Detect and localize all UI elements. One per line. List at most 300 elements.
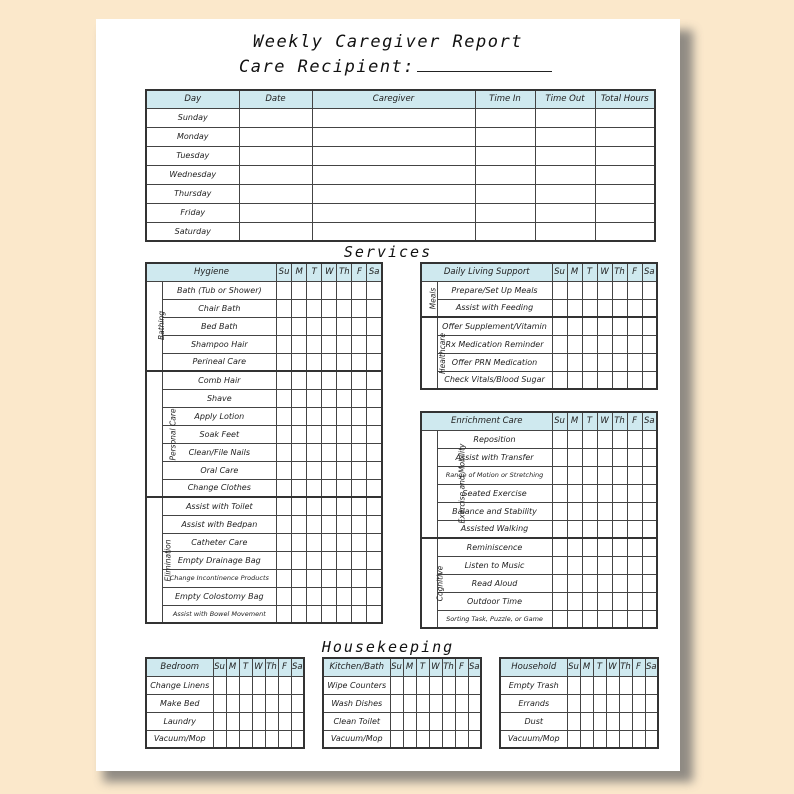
check-cell[interactable]: [307, 605, 322, 623]
check-cell[interactable]: [442, 730, 455, 748]
check-cell[interactable]: [322, 497, 337, 515]
check-cell[interactable]: [277, 443, 292, 461]
check-cell[interactable]: [612, 520, 627, 538]
check-cell[interactable]: [292, 533, 307, 551]
check-cell[interactable]: [277, 479, 292, 497]
check-cell[interactable]: [567, 335, 582, 353]
check-cell[interactable]: [582, 502, 597, 520]
check-cell[interactable]: [307, 515, 322, 533]
check-cell[interactable]: [642, 484, 657, 502]
check-cell[interactable]: [627, 502, 642, 520]
schedule-entry-cell[interactable]: [312, 127, 475, 146]
check-cell[interactable]: [582, 353, 597, 371]
check-cell[interactable]: [352, 551, 367, 569]
schedule-entry-cell[interactable]: [595, 203, 655, 222]
check-cell[interactable]: [337, 605, 352, 623]
check-cell[interactable]: [367, 317, 382, 335]
check-cell[interactable]: [567, 281, 582, 299]
check-cell[interactable]: [352, 533, 367, 551]
check-cell[interactable]: [468, 694, 481, 712]
check-cell[interactable]: [252, 712, 265, 730]
check-cell[interactable]: [226, 712, 239, 730]
check-cell[interactable]: [352, 389, 367, 407]
check-cell[interactable]: [582, 592, 597, 610]
check-cell[interactable]: [612, 556, 627, 574]
check-cell[interactable]: [597, 538, 612, 556]
check-cell[interactable]: [292, 551, 307, 569]
check-cell[interactable]: [337, 461, 352, 479]
schedule-entry-cell[interactable]: [535, 127, 595, 146]
schedule-entry-cell[interactable]: [475, 203, 535, 222]
check-cell[interactable]: [612, 299, 627, 317]
check-cell[interactable]: [322, 587, 337, 605]
schedule-entry-cell[interactable]: [312, 165, 475, 184]
check-cell[interactable]: [642, 592, 657, 610]
schedule-entry-cell[interactable]: [239, 203, 312, 222]
check-cell[interactable]: [468, 730, 481, 748]
check-cell[interactable]: [352, 587, 367, 605]
check-cell[interactable]: [390, 730, 403, 748]
check-cell[interactable]: [645, 676, 658, 694]
check-cell[interactable]: [612, 502, 627, 520]
check-cell[interactable]: [552, 299, 567, 317]
check-cell[interactable]: [322, 515, 337, 533]
check-cell[interactable]: [606, 694, 619, 712]
check-cell[interactable]: [337, 407, 352, 425]
check-cell[interactable]: [468, 676, 481, 694]
check-cell[interactable]: [322, 389, 337, 407]
check-cell[interactable]: [612, 281, 627, 299]
check-cell[interactable]: [429, 730, 442, 748]
check-cell[interactable]: [567, 520, 582, 538]
check-cell[interactable]: [627, 299, 642, 317]
check-cell[interactable]: [292, 407, 307, 425]
check-cell[interactable]: [612, 610, 627, 628]
check-cell[interactable]: [627, 430, 642, 448]
schedule-entry-cell[interactable]: [312, 146, 475, 165]
check-cell[interactable]: [292, 299, 307, 317]
check-cell[interactable]: [403, 730, 416, 748]
check-cell[interactable]: [278, 712, 291, 730]
schedule-entry-cell[interactable]: [239, 146, 312, 165]
check-cell[interactable]: [627, 556, 642, 574]
check-cell[interactable]: [390, 676, 403, 694]
check-cell[interactable]: [552, 335, 567, 353]
check-cell[interactable]: [627, 335, 642, 353]
check-cell[interactable]: [291, 694, 304, 712]
check-cell[interactable]: [593, 676, 606, 694]
check-cell[interactable]: [597, 556, 612, 574]
check-cell[interactable]: [582, 484, 597, 502]
check-cell[interactable]: [567, 694, 580, 712]
check-cell[interactable]: [337, 443, 352, 461]
check-cell[interactable]: [307, 281, 322, 299]
schedule-entry-cell[interactable]: [595, 184, 655, 203]
check-cell[interactable]: [582, 538, 597, 556]
check-cell[interactable]: [367, 299, 382, 317]
check-cell[interactable]: [582, 299, 597, 317]
check-cell[interactable]: [307, 335, 322, 353]
check-cell[interactable]: [322, 407, 337, 425]
check-cell[interactable]: [442, 712, 455, 730]
check-cell[interactable]: [612, 592, 627, 610]
check-cell[interactable]: [322, 605, 337, 623]
check-cell[interactable]: [567, 299, 582, 317]
check-cell[interactable]: [403, 712, 416, 730]
check-cell[interactable]: [606, 712, 619, 730]
check-cell[interactable]: [632, 730, 645, 748]
check-cell[interactable]: [552, 448, 567, 466]
check-cell[interactable]: [390, 712, 403, 730]
check-cell[interactable]: [627, 317, 642, 335]
check-cell[interactable]: [367, 533, 382, 551]
schedule-entry-cell[interactable]: [239, 184, 312, 203]
check-cell[interactable]: [352, 353, 367, 371]
check-cell[interactable]: [552, 353, 567, 371]
check-cell[interactable]: [352, 335, 367, 353]
check-cell[interactable]: [252, 694, 265, 712]
check-cell[interactable]: [278, 676, 291, 694]
check-cell[interactable]: [645, 730, 658, 748]
schedule-entry-cell[interactable]: [595, 222, 655, 241]
check-cell[interactable]: [567, 430, 582, 448]
check-cell[interactable]: [292, 443, 307, 461]
schedule-entry-cell[interactable]: [239, 222, 312, 241]
check-cell[interactable]: [277, 335, 292, 353]
check-cell[interactable]: [580, 730, 593, 748]
schedule-entry-cell[interactable]: [475, 184, 535, 203]
check-cell[interactable]: [642, 520, 657, 538]
check-cell[interactable]: [612, 538, 627, 556]
check-cell[interactable]: [307, 299, 322, 317]
check-cell[interactable]: [367, 353, 382, 371]
check-cell[interactable]: [367, 605, 382, 623]
check-cell[interactable]: [597, 353, 612, 371]
check-cell[interactable]: [606, 676, 619, 694]
check-cell[interactable]: [552, 430, 567, 448]
check-cell[interactable]: [292, 587, 307, 605]
check-cell[interactable]: [291, 712, 304, 730]
check-cell[interactable]: [277, 281, 292, 299]
check-cell[interactable]: [252, 730, 265, 748]
schedule-entry-cell[interactable]: [535, 184, 595, 203]
check-cell[interactable]: [455, 712, 468, 730]
check-cell[interactable]: [367, 425, 382, 443]
schedule-entry-cell[interactable]: [475, 127, 535, 146]
check-cell[interactable]: [307, 551, 322, 569]
check-cell[interactable]: [455, 694, 468, 712]
check-cell[interactable]: [593, 712, 606, 730]
check-cell[interactable]: [352, 569, 367, 587]
check-cell[interactable]: [567, 353, 582, 371]
check-cell[interactable]: [367, 497, 382, 515]
check-cell[interactable]: [292, 425, 307, 443]
schedule-entry-cell[interactable]: [535, 203, 595, 222]
check-cell[interactable]: [292, 281, 307, 299]
check-cell[interactable]: [278, 730, 291, 748]
check-cell[interactable]: [612, 317, 627, 335]
check-cell[interactable]: [337, 299, 352, 317]
check-cell[interactable]: [277, 515, 292, 533]
check-cell[interactable]: [597, 448, 612, 466]
check-cell[interactable]: [612, 353, 627, 371]
check-cell[interactable]: [337, 353, 352, 371]
schedule-entry-cell[interactable]: [535, 108, 595, 127]
check-cell[interactable]: [580, 712, 593, 730]
check-cell[interactable]: [277, 317, 292, 335]
check-cell[interactable]: [291, 676, 304, 694]
check-cell[interactable]: [292, 497, 307, 515]
check-cell[interactable]: [352, 371, 367, 389]
check-cell[interactable]: [265, 730, 278, 748]
check-cell[interactable]: [612, 484, 627, 502]
check-cell[interactable]: [429, 676, 442, 694]
check-cell[interactable]: [627, 484, 642, 502]
check-cell[interactable]: [619, 676, 632, 694]
check-cell[interactable]: [337, 371, 352, 389]
check-cell[interactable]: [642, 299, 657, 317]
check-cell[interactable]: [213, 694, 226, 712]
check-cell[interactable]: [213, 712, 226, 730]
check-cell[interactable]: [593, 730, 606, 748]
check-cell[interactable]: [277, 407, 292, 425]
check-cell[interactable]: [642, 281, 657, 299]
check-cell[interactable]: [213, 730, 226, 748]
check-cell[interactable]: [612, 430, 627, 448]
check-cell[interactable]: [292, 569, 307, 587]
check-cell[interactable]: [367, 479, 382, 497]
check-cell[interactable]: [352, 479, 367, 497]
check-cell[interactable]: [367, 587, 382, 605]
check-cell[interactable]: [239, 694, 252, 712]
check-cell[interactable]: [606, 730, 619, 748]
check-cell[interactable]: [292, 389, 307, 407]
schedule-entry-cell[interactable]: [475, 146, 535, 165]
schedule-entry-cell[interactable]: [595, 127, 655, 146]
check-cell[interactable]: [627, 520, 642, 538]
check-cell[interactable]: [277, 497, 292, 515]
check-cell[interactable]: [627, 353, 642, 371]
check-cell[interactable]: [552, 484, 567, 502]
schedule-entry-cell[interactable]: [595, 108, 655, 127]
check-cell[interactable]: [627, 574, 642, 592]
check-cell[interactable]: [322, 335, 337, 353]
check-cell[interactable]: [213, 676, 226, 694]
check-cell[interactable]: [582, 317, 597, 335]
check-cell[interactable]: [277, 569, 292, 587]
check-cell[interactable]: [597, 371, 612, 389]
check-cell[interactable]: [352, 497, 367, 515]
check-cell[interactable]: [612, 448, 627, 466]
check-cell[interactable]: [552, 371, 567, 389]
check-cell[interactable]: [403, 694, 416, 712]
check-cell[interactable]: [582, 466, 597, 484]
check-cell[interactable]: [567, 484, 582, 502]
check-cell[interactable]: [612, 466, 627, 484]
check-cell[interactable]: [642, 353, 657, 371]
check-cell[interactable]: [582, 556, 597, 574]
check-cell[interactable]: [642, 430, 657, 448]
check-cell[interactable]: [597, 484, 612, 502]
schedule-entry-cell[interactable]: [535, 222, 595, 241]
check-cell[interactable]: [580, 676, 593, 694]
check-cell[interactable]: [567, 317, 582, 335]
check-cell[interactable]: [337, 317, 352, 335]
check-cell[interactable]: [322, 479, 337, 497]
check-cell[interactable]: [552, 592, 567, 610]
check-cell[interactable]: [552, 610, 567, 628]
check-cell[interactable]: [322, 353, 337, 371]
check-cell[interactable]: [322, 443, 337, 461]
check-cell[interactable]: [582, 335, 597, 353]
check-cell[interactable]: [292, 371, 307, 389]
check-cell[interactable]: [322, 551, 337, 569]
check-cell[interactable]: [468, 712, 481, 730]
schedule-entry-cell[interactable]: [312, 108, 475, 127]
check-cell[interactable]: [367, 371, 382, 389]
check-cell[interactable]: [597, 520, 612, 538]
check-cell[interactable]: [277, 299, 292, 317]
check-cell[interactable]: [367, 569, 382, 587]
check-cell[interactable]: [367, 461, 382, 479]
check-cell[interactable]: [239, 676, 252, 694]
check-cell[interactable]: [552, 317, 567, 335]
check-cell[interactable]: [337, 569, 352, 587]
check-cell[interactable]: [367, 407, 382, 425]
check-cell[interactable]: [292, 317, 307, 335]
check-cell[interactable]: [567, 592, 582, 610]
check-cell[interactable]: [642, 610, 657, 628]
check-cell[interactable]: [277, 461, 292, 479]
check-cell[interactable]: [307, 425, 322, 443]
check-cell[interactable]: [582, 430, 597, 448]
check-cell[interactable]: [352, 461, 367, 479]
check-cell[interactable]: [390, 694, 403, 712]
check-cell[interactable]: [597, 430, 612, 448]
check-cell[interactable]: [567, 574, 582, 592]
check-cell[interactable]: [416, 730, 429, 748]
check-cell[interactable]: [552, 538, 567, 556]
check-cell[interactable]: [322, 461, 337, 479]
check-cell[interactable]: [429, 712, 442, 730]
check-cell[interactable]: [307, 479, 322, 497]
check-cell[interactable]: [627, 592, 642, 610]
check-cell[interactable]: [597, 317, 612, 335]
check-cell[interactable]: [627, 371, 642, 389]
check-cell[interactable]: [291, 730, 304, 748]
schedule-entry-cell[interactable]: [239, 108, 312, 127]
check-cell[interactable]: [292, 353, 307, 371]
check-cell[interactable]: [265, 694, 278, 712]
schedule-entry-cell[interactable]: [239, 165, 312, 184]
schedule-entry-cell[interactable]: [475, 165, 535, 184]
check-cell[interactable]: [597, 335, 612, 353]
check-cell[interactable]: [226, 694, 239, 712]
check-cell[interactable]: [307, 461, 322, 479]
check-cell[interactable]: [367, 443, 382, 461]
check-cell[interactable]: [277, 389, 292, 407]
check-cell[interactable]: [337, 281, 352, 299]
check-cell[interactable]: [552, 466, 567, 484]
check-cell[interactable]: [619, 712, 632, 730]
check-cell[interactable]: [582, 610, 597, 628]
schedule-entry-cell[interactable]: [595, 146, 655, 165]
check-cell[interactable]: [239, 730, 252, 748]
check-cell[interactable]: [612, 371, 627, 389]
check-cell[interactable]: [597, 281, 612, 299]
check-cell[interactable]: [642, 574, 657, 592]
check-cell[interactable]: [582, 448, 597, 466]
schedule-entry-cell[interactable]: [312, 222, 475, 241]
check-cell[interactable]: [322, 299, 337, 317]
check-cell[interactable]: [322, 569, 337, 587]
check-cell[interactable]: [307, 317, 322, 335]
schedule-entry-cell[interactable]: [312, 203, 475, 222]
check-cell[interactable]: [337, 533, 352, 551]
check-cell[interactable]: [642, 466, 657, 484]
check-cell[interactable]: [627, 610, 642, 628]
check-cell[interactable]: [307, 407, 322, 425]
check-cell[interactable]: [619, 730, 632, 748]
check-cell[interactable]: [642, 371, 657, 389]
check-cell[interactable]: [597, 610, 612, 628]
check-cell[interactable]: [352, 407, 367, 425]
check-cell[interactable]: [593, 694, 606, 712]
check-cell[interactable]: [642, 335, 657, 353]
check-cell[interactable]: [277, 371, 292, 389]
check-cell[interactable]: [597, 466, 612, 484]
check-cell[interactable]: [307, 371, 322, 389]
check-cell[interactable]: [567, 610, 582, 628]
check-cell[interactable]: [367, 335, 382, 353]
check-cell[interactable]: [322, 281, 337, 299]
check-cell[interactable]: [567, 466, 582, 484]
check-cell[interactable]: [597, 299, 612, 317]
check-cell[interactable]: [627, 281, 642, 299]
check-cell[interactable]: [252, 676, 265, 694]
check-cell[interactable]: [627, 466, 642, 484]
check-cell[interactable]: [277, 551, 292, 569]
check-cell[interactable]: [352, 425, 367, 443]
check-cell[interactable]: [442, 694, 455, 712]
check-cell[interactable]: [265, 712, 278, 730]
check-cell[interactable]: [552, 556, 567, 574]
schedule-entry-cell[interactable]: [312, 184, 475, 203]
schedule-entry-cell[interactable]: [535, 165, 595, 184]
check-cell[interactable]: [337, 335, 352, 353]
check-cell[interactable]: [567, 538, 582, 556]
check-cell[interactable]: [455, 676, 468, 694]
check-cell[interactable]: [632, 676, 645, 694]
check-cell[interactable]: [277, 533, 292, 551]
check-cell[interactable]: [337, 497, 352, 515]
check-cell[interactable]: [337, 389, 352, 407]
check-cell[interactable]: [337, 479, 352, 497]
check-cell[interactable]: [567, 556, 582, 574]
check-cell[interactable]: [265, 676, 278, 694]
check-cell[interactable]: [580, 694, 593, 712]
check-cell[interactable]: [567, 448, 582, 466]
schedule-entry-cell[interactable]: [595, 165, 655, 184]
schedule-entry-cell[interactable]: [239, 127, 312, 146]
check-cell[interactable]: [226, 730, 239, 748]
check-cell[interactable]: [337, 587, 352, 605]
check-cell[interactable]: [337, 425, 352, 443]
schedule-entry-cell[interactable]: [535, 146, 595, 165]
check-cell[interactable]: [292, 479, 307, 497]
check-cell[interactable]: [416, 712, 429, 730]
check-cell[interactable]: [567, 730, 580, 748]
